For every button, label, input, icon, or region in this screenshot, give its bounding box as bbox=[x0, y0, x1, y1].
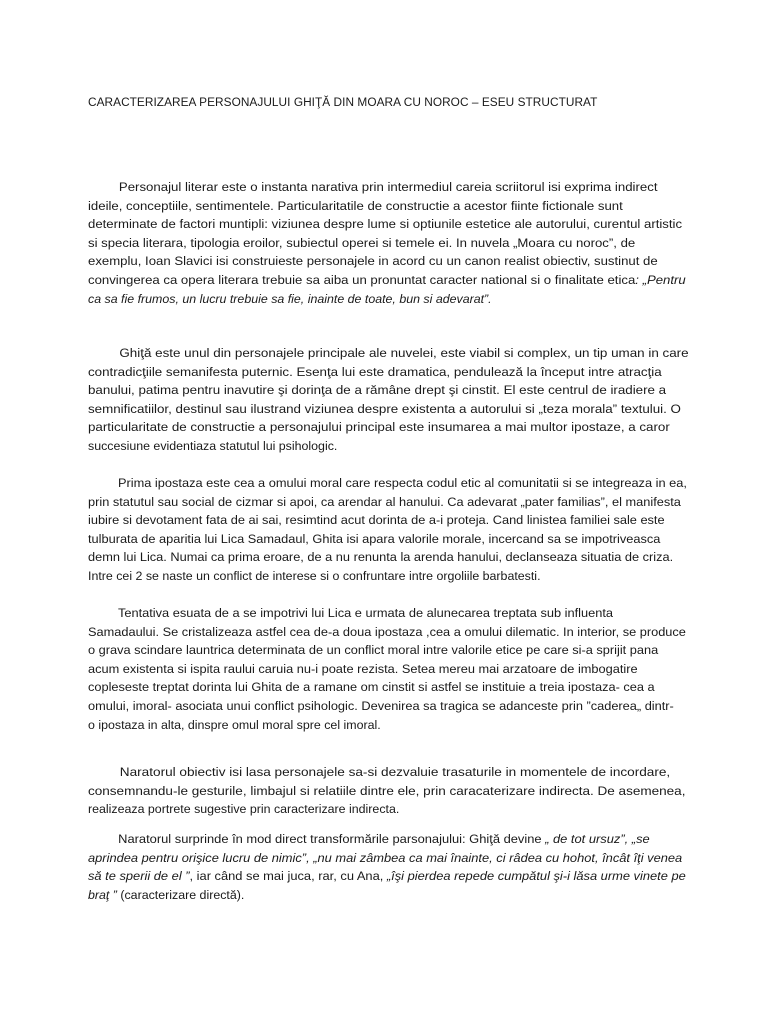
italic-quote: : „Pentru bbox=[635, 272, 686, 287]
text-line bbox=[88, 344, 689, 363]
paragraph bbox=[88, 474, 687, 586]
text-run: copleseste treptat dorinta lui Ghita de a ramane om cinstit si astfel se instituie a treia ipostaza- cea a bbox=[88, 680, 655, 695]
text-line bbox=[88, 782, 685, 801]
paragraph bbox=[88, 178, 686, 308]
text-line bbox=[88, 567, 668, 586]
text-line bbox=[88, 271, 686, 290]
text-line bbox=[88, 363, 686, 382]
text-line bbox=[88, 886, 664, 905]
text-run: Naratorul obiectiv isi lasa personajele sa-si dezvaluie trasaturile in momentele de incordare, bbox=[119, 765, 671, 779]
text-line bbox=[88, 623, 686, 642]
text-line bbox=[88, 800, 636, 819]
paragraph bbox=[88, 763, 686, 819]
text-line bbox=[88, 252, 686, 271]
text-line bbox=[88, 641, 686, 660]
text-line bbox=[88, 678, 686, 697]
text-line bbox=[88, 511, 686, 530]
text-run: contradicţiile semanifesta puternic. Esenţa lui este dramatica, pendulează la început intre atracţia bbox=[88, 364, 662, 379]
text-run: Ghiţă este unul din personajele principale ale nuvelei, este viabil si complex, un tip uman in care bbox=[119, 346, 689, 360]
text-line bbox=[88, 493, 686, 512]
text-run: prin statutul sau social de cizmar si apoi, ca arendar al hanului. Ca adevarat „pater familias”, el manifesta bbox=[88, 494, 681, 509]
text-run: si specia literara, tipologia eroilor, subiectul operei si temele ei. In nuvela „Moara cu noroc”, de bbox=[88, 235, 636, 250]
text-run: realizeaza portrete sugestive prin caracterizare indirecta. bbox=[88, 802, 400, 817]
text-line bbox=[88, 867, 686, 886]
text-line bbox=[88, 763, 688, 782]
text-line bbox=[88, 530, 686, 549]
italic-quote: să te sperii de el ” bbox=[88, 869, 190, 884]
text-run: ideile, conceptiile, sentimentele. Particularitatile de constructie a acestor fiinte fictionale sunt bbox=[88, 198, 623, 213]
italic-quote: braţ ” bbox=[88, 887, 117, 902]
text-run: Tentativa esuata de a se impotrivi lui Lica e urmata de alunecarea treptata sub influenta bbox=[117, 606, 614, 620]
text-run: o ipostaza in alta, dinspre omul moral spre cel imoral. bbox=[88, 717, 381, 732]
text-run: Intre cei 2 se naste un conflict de interese si o confruntare intre orgoliile barbatesti. bbox=[88, 568, 541, 583]
text-run: , iar când se mai juca, rar, cu Ana, bbox=[189, 869, 387, 884]
text-line bbox=[88, 849, 686, 868]
text-line bbox=[88, 474, 687, 493]
text-line bbox=[88, 697, 686, 716]
text-run: o grava scindare launtrica determinata de un conflict moral intre valorile etice pe care si-a sprijit pana bbox=[88, 643, 659, 658]
text-run: omului, imoral- asociata unui conflict psihologic. Devenirea sa tragica se adanceste prin ”caderea„ dintr- bbox=[88, 698, 674, 713]
text-run: particularitate de constructie a personajului principal este insumarea a mai multor ipostaze, a caror bbox=[88, 420, 670, 435]
text-line bbox=[88, 381, 686, 400]
text-run: (caracterizare directă). bbox=[116, 887, 245, 902]
text-line bbox=[88, 178, 688, 197]
text-run: Prima ipostaza este cea a omului moral care respecta codul etic al comunitatii si se integreaza in ea, bbox=[117, 476, 687, 490]
text-run: banului, patima pentru inavutire şi dorinţa de a rămâne drept şi cinstit. El este centrul de iradiere a bbox=[88, 383, 667, 398]
text-line bbox=[88, 548, 686, 567]
text-run: convingerea ca opera literara trebuie sa aiba un pronuntat caracter national si o finalitate etica bbox=[88, 272, 636, 287]
text-line bbox=[88, 660, 686, 679]
italic-quote: „îşi pierdea repede cumpătul şi-i lăsa urme vinete pe bbox=[386, 869, 686, 884]
paragraph bbox=[88, 604, 686, 734]
text-line bbox=[88, 215, 686, 234]
italic-quote: „ de tot ursuz”, „se bbox=[545, 832, 650, 846]
text-line bbox=[88, 290, 651, 309]
text-line bbox=[88, 234, 686, 253]
text-line bbox=[88, 604, 687, 623]
paragraph bbox=[88, 344, 689, 456]
text-run: Samadaului. Se cristalizeaza astfel cea de-a doua ipostaza ,cea a omului dilematic. In interior, se produce bbox=[88, 624, 686, 639]
document-title: CARACTERIZAREA PERSONAJULUI GHIŢĂ DIN MOARA CU NOROC – ESEU STRUCTURAT bbox=[88, 95, 598, 109]
text-run: exemplu, Ioan Slavici isi construieste personajele in acord cu un canon realist obiectiv, sustinut de bbox=[88, 254, 658, 269]
text-run: demn lui Lica. Numai ca prima eroare, de a nu renunta la arenda hanului, declanseaza situatia de criza. bbox=[88, 550, 674, 565]
text-line bbox=[88, 400, 686, 419]
text-run: Personajul literar este o instanta narativa prin intermediul careia scriitorul isi exprima indirect bbox=[118, 180, 658, 194]
text-run: succesiune evidentiaza statutul lui psihologic. bbox=[88, 438, 338, 453]
text-line bbox=[88, 197, 686, 216]
paragraph bbox=[88, 830, 686, 904]
text-run: tulburata de aparitia lui Lica Samadaul, Ghita isi apara valorile morale, incercand sa se impotriveasca bbox=[88, 531, 661, 546]
italic-quote: ca sa fie frumos, un lucru trebuie sa fie, inainte de toate, bun si adevarat”. bbox=[88, 291, 492, 306]
text-run: determinate de factori muntipli: viziunea despre lume si optiunile estetice ale autorului, curentul artistic bbox=[88, 217, 683, 232]
text-line bbox=[88, 716, 668, 735]
text-run: consemnandu-le gesturile, limbajul si relatiile dintre ele, prin caracaterizare indirecta. De asemenea, bbox=[88, 783, 686, 798]
text-run: acum existenta si ispita raului caruia nu-i poate rezista. Setea mereu mai arzatoare de imbogatire bbox=[88, 661, 638, 676]
text-line bbox=[88, 437, 643, 456]
text-run: iubire si devotament fata de ai sai, resimtind acut dorinta de a-i proteja. Cand linistea familiei sale este bbox=[88, 513, 665, 528]
text-run: semnificatiilor, destinul sau ilustrand viziunea despre existenta a autorului si „teza morala” textului. O bbox=[88, 401, 681, 416]
text-run: Naratorul surprinde în mod direct transformările parsonajului: Ghiţă devine bbox=[118, 832, 546, 846]
italic-quote: aprindea pentru orişice lucru de nimic”, „nu mai zâmbea ca mai înainte, ci râdea cu hohot, încât îţi venea bbox=[88, 850, 683, 865]
text-line bbox=[88, 830, 687, 849]
text-line bbox=[88, 418, 686, 437]
